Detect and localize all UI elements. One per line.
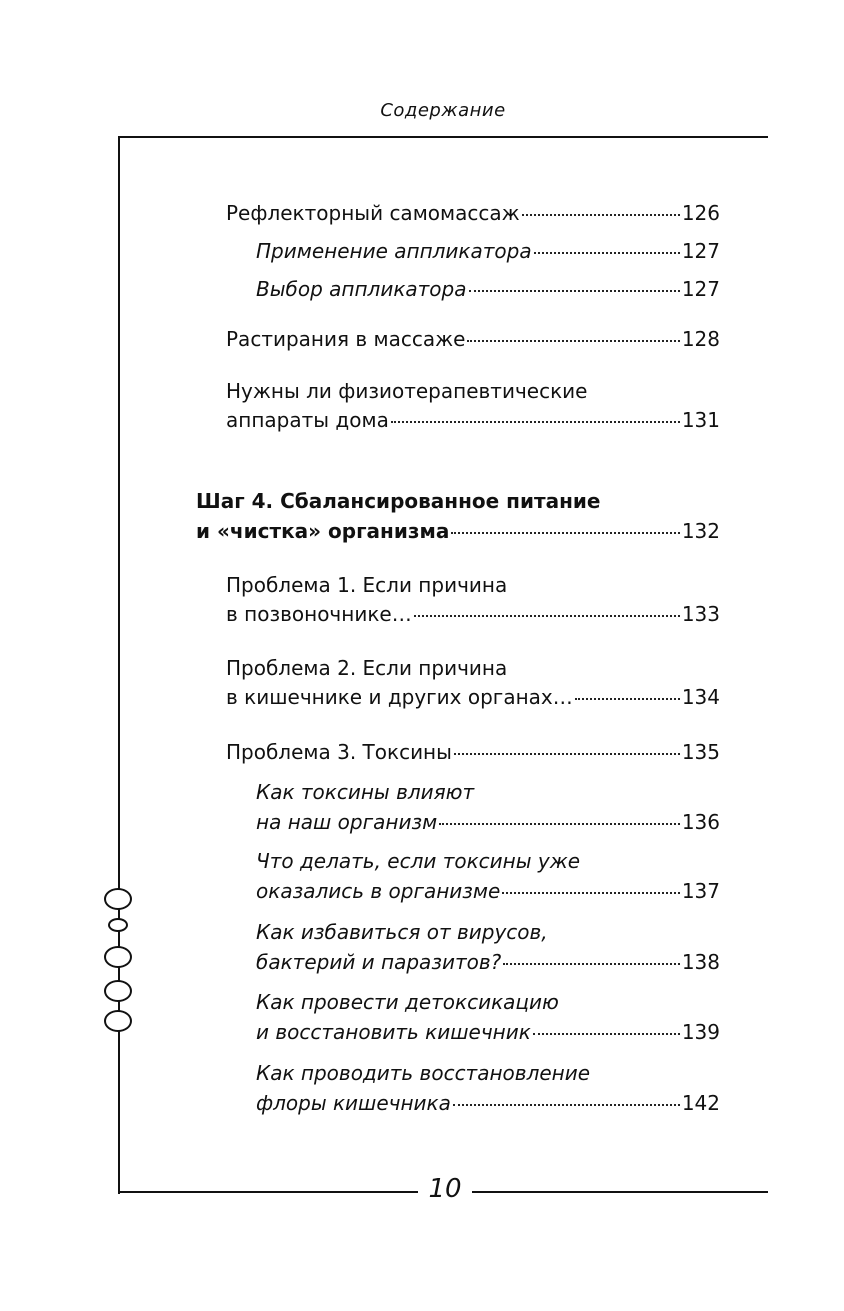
toc-entry[interactable] (256, 807, 720, 837)
toc-leader-dots (469, 290, 680, 292)
toc-entry-title: аппараты дома (226, 408, 389, 432)
toc-entry-first-line[interactable]: Нужны ли физиотерапевтические (226, 379, 588, 403)
toc-leader-dots (534, 252, 680, 254)
toc-entry[interactable] (256, 876, 720, 906)
toc-leader-dots (454, 753, 680, 755)
toc-entry-page: 139 (681, 1020, 720, 1044)
toc-leader-dots (502, 892, 679, 894)
toc-entry-page: 135 (681, 740, 720, 764)
toc-entry[interactable] (226, 682, 720, 712)
toc-section-entry[interactable] (196, 516, 720, 546)
toc-leader-dots (391, 421, 680, 423)
toc-entry[interactable] (256, 947, 720, 977)
toc-entry-first-line[interactable]: Как избавиться от вирусов, (256, 920, 548, 944)
toc-entry-first-line[interactable]: Как провести детоксикацию (256, 990, 559, 1014)
toc-entry-title: Проблема 3. Токсины (226, 740, 452, 764)
toc-leader-dots (453, 1104, 680, 1106)
toc-entry-page: 128 (681, 327, 720, 351)
toc-section-first-line[interactable]: Шаг 4. Сбалансированное питание (196, 489, 601, 513)
toc-entry-title: бактерий и паразитов? (256, 950, 502, 974)
toc-entry-page: 134 (681, 685, 720, 709)
toc-entry[interactable] (226, 198, 720, 228)
toc-entry-page: 133 (681, 602, 720, 626)
toc-leader-dots (451, 532, 679, 534)
toc-leader-dots (522, 214, 680, 216)
toc-entry-title: в кишечнике и других органах… (226, 685, 573, 709)
toc-entry-page: 126 (681, 201, 720, 225)
toc-entry[interactable] (226, 737, 720, 767)
toc-entry-page: 142 (681, 1091, 720, 1115)
toc-entry-title: Применение аппликатора (256, 239, 532, 263)
toc-entry-page: 127 (681, 277, 720, 301)
toc-leader-dots (503, 963, 680, 965)
page-number: 10 (428, 1174, 462, 1204)
toc-entry[interactable] (226, 324, 720, 354)
toc-entry[interactable] (256, 1088, 720, 1118)
toc-entry[interactable] (226, 405, 720, 435)
toc-leader-dots (414, 615, 680, 617)
toc-entry-first-line[interactable]: Что делать, если токсины уже (256, 849, 581, 873)
toc-entry-page: 132 (681, 519, 720, 543)
toc-entry-page: 136 (681, 810, 720, 834)
toc-entry-title: на наш организм (256, 810, 438, 834)
page-header-title: Содержание (380, 100, 506, 121)
toc-entry-first-line[interactable]: Проблема 1. Если причина (226, 573, 508, 597)
toc-leader-dots (467, 340, 679, 342)
toc-leader-dots (533, 1033, 680, 1035)
toc-entry[interactable] (256, 1017, 720, 1047)
toc-entry-page: 137 (681, 879, 720, 903)
toc-entry-title: Рефлекторный самомассаж (226, 201, 520, 225)
toc-entry-page: 127 (681, 239, 720, 263)
toc-entry-title: флоры кишечника (256, 1091, 451, 1115)
toc-entry-title: Растирания в массаже (226, 327, 466, 351)
toc-entry-title: и восстановить кишечник (256, 1020, 531, 1044)
toc-entry-title: оказались в организме (256, 879, 501, 903)
toc-entry-first-line[interactable]: Как токсины влияют (256, 780, 475, 804)
toc-entry-page: 138 (681, 950, 720, 974)
toc-entry-title: и «чистка» организма (196, 519, 450, 543)
toc-entry-title: Выбор аппликатора (256, 277, 467, 301)
toc-leader-dots (575, 698, 680, 700)
toc-entry-first-line[interactable]: Как проводить восстановление (256, 1061, 591, 1085)
toc-entry[interactable] (256, 236, 720, 266)
toc-entry[interactable] (226, 599, 720, 629)
toc-entry[interactable] (256, 274, 720, 304)
toc-entry-title: в позвоночнике… (226, 602, 412, 626)
toc-leader-dots (439, 823, 680, 825)
toc-entry-page: 131 (681, 408, 720, 432)
toc-entry-first-line[interactable]: Проблема 2. Если причина (226, 656, 508, 680)
